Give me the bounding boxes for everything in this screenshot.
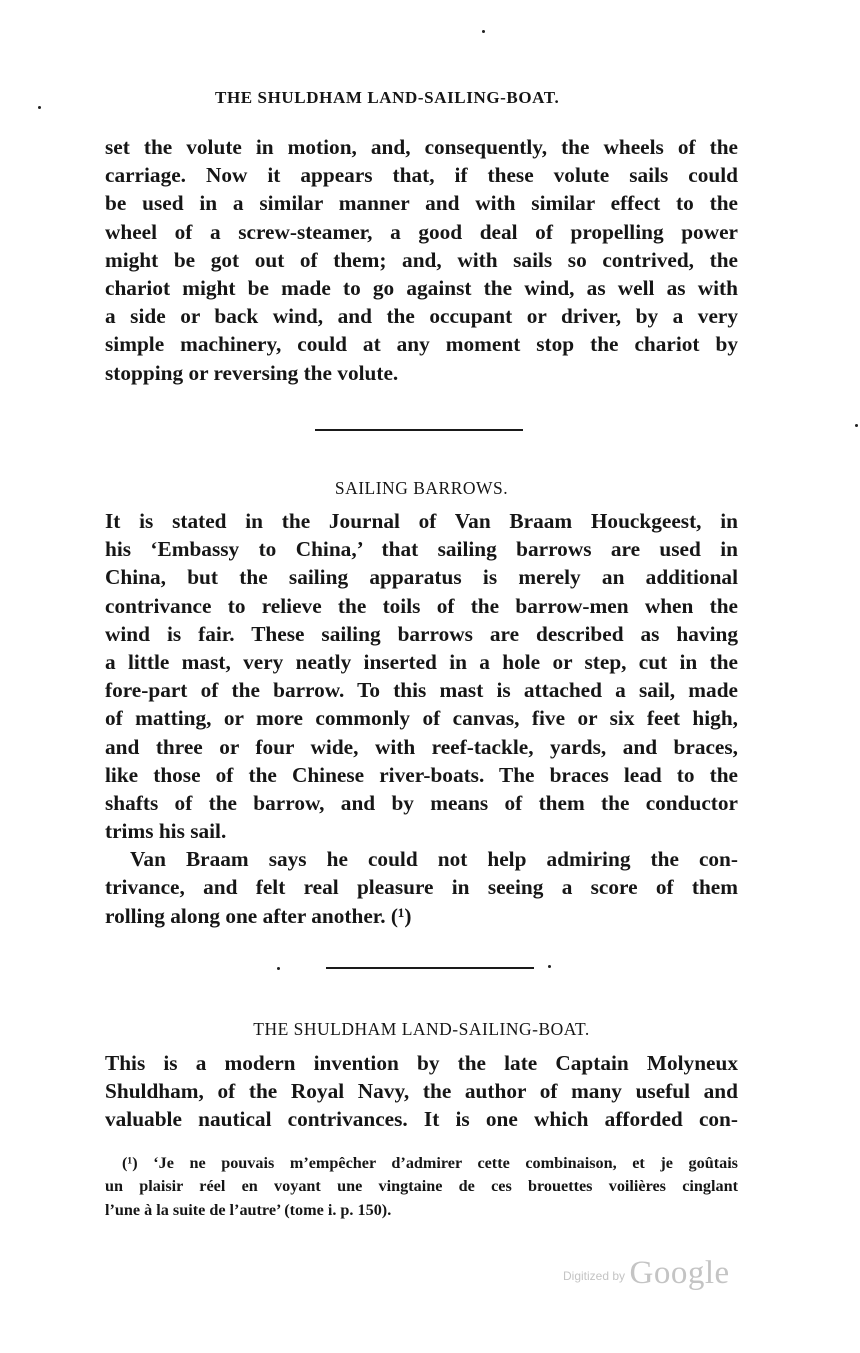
print-speck xyxy=(548,965,551,968)
paragraph-shuldham xyxy=(105,1049,738,1134)
running-head xyxy=(215,86,740,114)
text-line: be used in a similar manner and with similar effect to the xyxy=(105,191,738,216)
print-speck xyxy=(855,424,858,427)
text-line: chariot might be made to go against the wind, as well as with xyxy=(105,275,738,300)
text-line: of matting, or more commonly of canvas, five or six feet high, xyxy=(105,706,738,731)
text-line: a little mast, very neatly inserted in a hole or step, cut in the xyxy=(105,649,738,674)
text-line: shafts of the barrow, and by means of them the conductor xyxy=(105,790,738,815)
footnote-line: un plaisir réel en voyant une vingtaine de ces brouettes voilières cinglant xyxy=(105,1177,738,1196)
text-line: valuable nautical contrivances. It is one which afforded con- xyxy=(105,1107,738,1132)
text-line: and three or four wide, with reef-tackle, yards, and braces, xyxy=(105,734,738,759)
footnote-line: l’une à la suite de l’autre’ (tome i. p. 150). xyxy=(105,1200,392,1219)
text-line: It is stated in the Journal of Van Braam Houckgeest, in xyxy=(105,509,738,533)
section-divider-rule xyxy=(315,429,523,431)
text-line: carriage. Now it appears that, if these volute sails could xyxy=(105,163,738,188)
section-divider-rule xyxy=(326,967,534,969)
paragraph-sailing-barrows xyxy=(105,507,738,930)
footnote-line: (¹) ‘Je ne pouvais m’empêcher d’admirer cette combinaison, et je goûtais xyxy=(122,1154,738,1172)
google-logo-text: Google xyxy=(629,1255,730,1291)
text-line: trims his sail. xyxy=(105,819,227,844)
text-line: his ‘Embassy to China,’ that sailing barrows are used in xyxy=(105,537,738,562)
text-line: contrivance to relieve the toils of the barrow-men when the xyxy=(105,593,738,618)
footnote xyxy=(105,1152,738,1222)
text-line: Shuldham, of the Royal Navy, the author of many useful and xyxy=(105,1079,738,1104)
print-speck xyxy=(38,106,41,109)
text-line: wind is fair. These sailing barrows are described as having xyxy=(105,621,738,646)
text-line: China, but the sailing apparatus is merely an additional xyxy=(105,565,738,590)
running-head-title: THE SHULDHAM LAND-SAILING-BOAT. xyxy=(215,88,560,107)
print-speck xyxy=(277,967,280,970)
text-line: set the volute in motion, and, consequently, the wheels of the xyxy=(105,135,738,159)
watermark-prefix: Digitized by xyxy=(563,1269,626,1283)
text-line: fore-part of the barrow. To this mast is attached a sail, made xyxy=(105,678,738,703)
text-line: stopping or reversing the volute. xyxy=(105,360,399,385)
text-line: wheel of a screw-steamer, a good deal of propelling power xyxy=(105,219,738,244)
section-heading-shuldham: THE SHULDHAM LAND-SAILING-BOAT. xyxy=(253,1019,590,1039)
paragraph-continued xyxy=(105,133,738,387)
digitized-by-google-watermark xyxy=(563,1255,730,1292)
text-line: This is a modern invention by the late Captain Molyneux xyxy=(105,1051,738,1075)
text-line: a side or back wind, and the occupant or driver, by a very xyxy=(105,304,738,329)
text-line: might be got out of them; and, with sails so contrived, the xyxy=(105,247,738,272)
text-line: rolling along one after another. (¹) xyxy=(105,903,412,928)
print-speck xyxy=(482,30,485,33)
text-line: like those of the Chinese river-boats. The braces lead to the xyxy=(105,762,738,787)
text-line: trivance, and felt real pleasure in seeing a score of them xyxy=(105,875,738,900)
text-line: Van Braam says he could not help admiring the con- xyxy=(130,847,738,872)
section-heading-sailing-barrows: SAILING BARROWS. xyxy=(334,478,509,498)
text-line: simple machinery, could at any moment stop the chariot by xyxy=(105,332,738,357)
